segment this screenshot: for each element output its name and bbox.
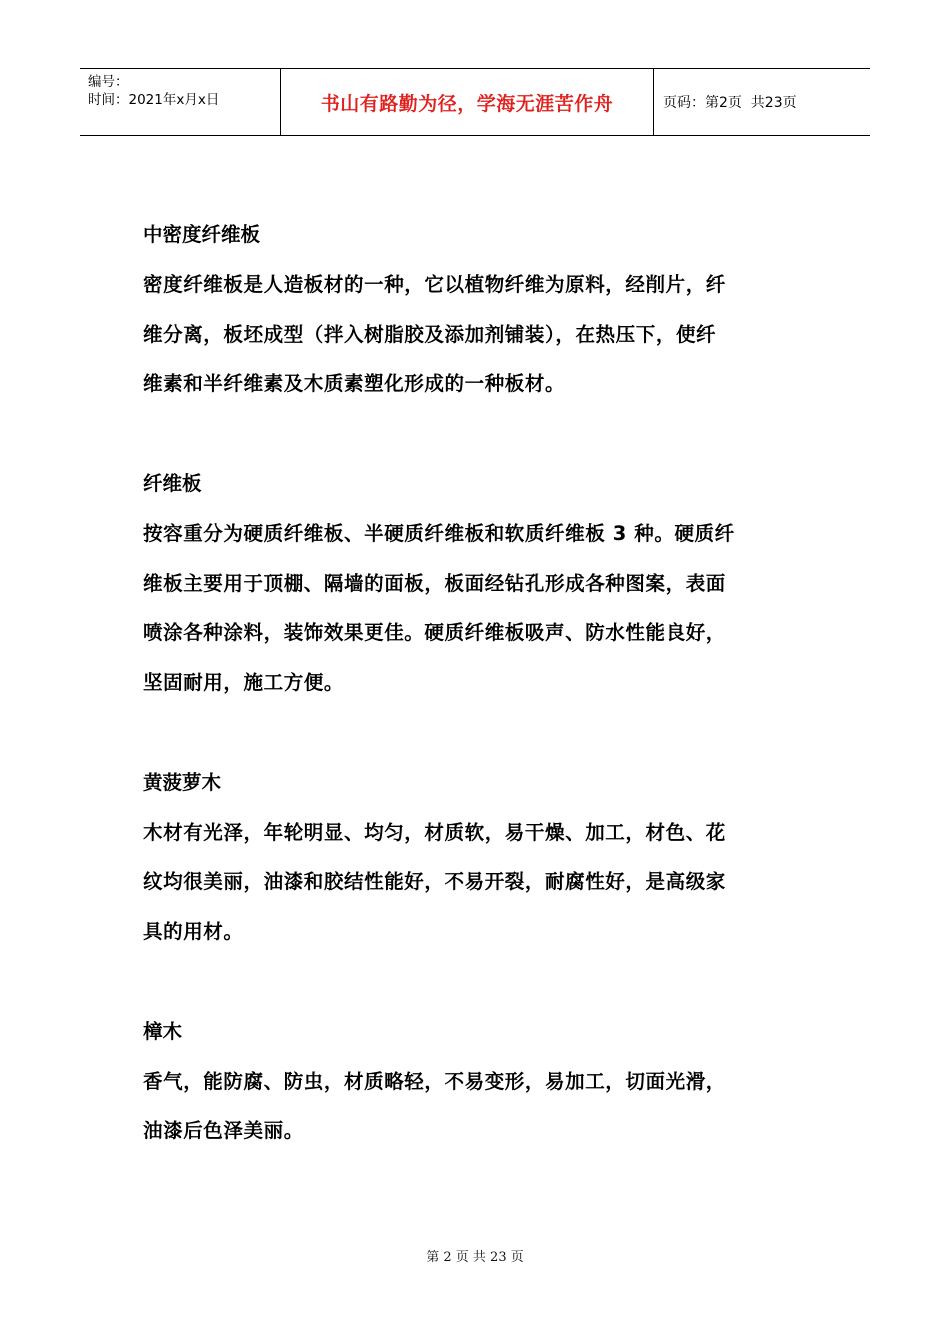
header-page-cell xyxy=(654,69,870,135)
section-title: 中密度纤维板 xyxy=(143,223,261,246)
paragraph-line: 木材有光泽，年轮明显、均匀，材质软，易干燥、加工，材色、花 xyxy=(143,820,726,844)
paragraph-line: 喷涂各种涂料，装饰效果更佳。硬质纤维板吸声、防水性能良好， xyxy=(143,621,726,645)
paragraph-line: 维分离，板坯成型（拌入树脂胶及添加剂铺装），在热压下，使纤 xyxy=(143,322,717,346)
section-spacer xyxy=(143,409,811,459)
paragraph-line: 按容重分为硬质纤维板、半硬质纤维板和软质纤维板 3 种。硬质纤 xyxy=(143,521,735,545)
page-footer: 第 2 页 共 23 页 xyxy=(426,1250,524,1265)
paragraph-line: 纹均很美丽，油漆和胶结性能好，不易开裂，耐腐性好，是高级家 xyxy=(143,870,726,894)
document-date-label: 时间：2021年x月x日 xyxy=(88,92,220,108)
section-amur-cork xyxy=(143,758,811,957)
section-spacer xyxy=(143,957,811,1007)
section-title: 樟木 xyxy=(143,1019,183,1043)
paragraph-line: 维板主要用于顶棚、隔墙的面板，板面经钻孔形成各种图案，表面 xyxy=(143,571,726,595)
section-camphor xyxy=(143,1007,811,1156)
document-number-label: 编号： xyxy=(88,74,129,90)
paragraph-line: 香气，能防腐、防虫，材质略轻，不易变形，易加工，切面光滑， xyxy=(143,1069,726,1093)
section-mdf xyxy=(143,210,811,409)
section-title: 纤维板 xyxy=(143,471,202,495)
paragraph-line: 坚固耐用，施工方便。 xyxy=(143,671,345,695)
section-title: 黄菠萝木 xyxy=(143,770,222,794)
section-fiberboard xyxy=(143,459,811,708)
document-body xyxy=(143,210,811,1156)
header-motto: 书山有路勤为径，学海无涯苦作舟 xyxy=(281,69,654,135)
section-spacer xyxy=(143,708,811,758)
paragraph-line: 维素和半纤维素及木质素塑化形成的一种板材。 xyxy=(143,372,566,396)
paragraph-line: 具的用材。 xyxy=(143,920,244,944)
paragraph-line: 油漆后色泽美丽。 xyxy=(143,1119,304,1143)
header-meta-cell xyxy=(80,69,281,135)
header-page-label: 页码：第2页 共23页 xyxy=(663,95,797,111)
paragraph-line: 密度纤维板是人造板材的一种，它以植物纤维为原料，经削片，纤 xyxy=(143,272,726,296)
page-header xyxy=(80,68,870,136)
